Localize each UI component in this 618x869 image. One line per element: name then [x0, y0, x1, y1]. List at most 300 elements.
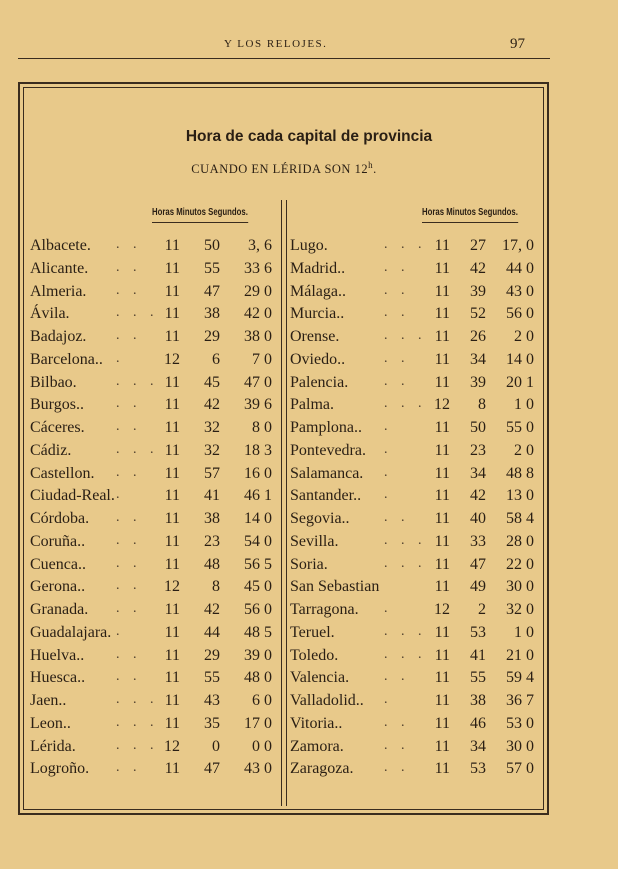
province-name: Pamplona.. — [290, 419, 362, 436]
table-row — [290, 442, 540, 465]
table-subtitle — [0, 160, 568, 177]
hours-value: 12 — [164, 350, 180, 368]
table-row — [30, 260, 280, 283]
table-row — [290, 647, 540, 670]
table-row — [290, 601, 540, 624]
subtitle-superscript: h — [368, 160, 374, 170]
minutes-value: 32 — [204, 419, 220, 436]
minutes-value: 38 — [204, 305, 220, 323]
province-name: Málaga.. — [290, 282, 346, 300]
seconds-value: 39 0 — [244, 646, 272, 664]
hours-value: 11 — [164, 441, 180, 459]
table-row — [30, 283, 280, 306]
right-province-list — [290, 237, 540, 783]
seconds-value: 0 0 — [252, 737, 272, 755]
table-row — [30, 442, 280, 465]
seconds-value: 57 0 — [506, 760, 534, 778]
table-row — [290, 396, 540, 419]
seconds-value: 8 0 — [252, 419, 272, 436]
table-row — [30, 419, 280, 442]
seconds-value: 13 0 — [506, 487, 534, 505]
leader-dots: . . — [116, 510, 142, 525]
seconds-value: 18 3 — [244, 441, 272, 459]
seconds-value: 30 0 — [506, 578, 534, 596]
minutes-value: 27 — [470, 237, 486, 254]
seconds-value: 33 6 — [244, 259, 272, 277]
hours-value: 11 — [434, 259, 450, 277]
leader-dots: . — [116, 350, 125, 366]
hours-value: 11 — [434, 646, 450, 664]
seconds-value: 54 0 — [244, 532, 272, 550]
province-name: Lérida. — [30, 737, 76, 755]
leader-dots: . . — [116, 555, 142, 571]
minutes-value: 57 — [204, 464, 220, 482]
seconds-value: 3, 6 — [248, 237, 272, 254]
minutes-value: 50 — [470, 419, 486, 436]
leader-dots: . . — [116, 237, 142, 252]
seconds-value: 21 0 — [506, 646, 534, 664]
table-row — [30, 510, 280, 533]
table-row — [30, 328, 280, 351]
table-row — [290, 578, 540, 601]
province-name: Oviedo.. — [290, 350, 346, 368]
province-name: Ciudad-Real. — [30, 487, 115, 505]
province-name: Gerona.. — [30, 578, 86, 596]
province-name: San Sebastian — [290, 578, 380, 596]
province-name: Logroño. — [30, 760, 90, 778]
leader-dots: . . — [116, 396, 142, 412]
province-name: Vitoria.. — [290, 714, 343, 732]
hours-value: 11 — [434, 760, 450, 778]
seconds-value: 7 0 — [252, 350, 272, 368]
province-name: Almeria. — [30, 282, 87, 300]
province-name: Castellon. — [30, 464, 95, 482]
hours-value: 11 — [164, 259, 180, 277]
hours-value: 11 — [434, 419, 450, 436]
table-row — [30, 396, 280, 419]
minutes-value: 43 — [204, 692, 220, 709]
table-row — [290, 692, 540, 715]
hours-value: 11 — [434, 578, 450, 596]
leader-dots: . . — [116, 532, 142, 548]
left-province-list — [30, 237, 280, 783]
seconds-value: 43 0 — [244, 760, 272, 778]
hours-value: 11 — [434, 305, 450, 323]
province-name: Zamora. — [290, 737, 344, 755]
seconds-value: 56 0 — [244, 601, 272, 618]
hours-value: 11 — [434, 532, 450, 550]
seconds-value: 16 0 — [244, 464, 272, 482]
hours-value: 11 — [164, 532, 180, 550]
table-row — [290, 260, 540, 283]
seconds-value: 39 6 — [244, 396, 272, 414]
leader-dots: . — [384, 601, 393, 616]
hours-value: 11 — [164, 282, 180, 300]
header-rule — [18, 58, 550, 59]
minutes-value: 47 — [204, 760, 220, 778]
subtitle-text: CUANDO EN LÉRIDA SON 12 — [191, 162, 369, 177]
table-row — [290, 510, 540, 533]
minutes-value: 41 — [470, 646, 486, 664]
province-name: Valencia. — [290, 669, 350, 687]
province-name: Cáceres. — [30, 419, 85, 436]
seconds-value: 14 0 — [506, 350, 534, 368]
page-number: 97 — [510, 36, 525, 52]
leader-dots: . . . — [384, 623, 427, 639]
minutes-value: 47 — [470, 555, 486, 573]
province-name: Cádiz. — [30, 441, 72, 459]
leader-dots: . . . — [384, 396, 427, 412]
minutes-value: 8 — [478, 396, 486, 414]
table-row — [30, 647, 280, 670]
hours-value: 12 — [434, 396, 450, 414]
hours-value: 12 — [434, 601, 450, 618]
province-name: Badajoz. — [30, 328, 87, 345]
province-name: Lugo. — [290, 237, 328, 254]
minutes-value: 39 — [470, 282, 486, 300]
hours-value: 11 — [164, 760, 180, 778]
minutes-value: 2 — [478, 601, 486, 618]
minutes-value: 35 — [204, 714, 220, 732]
seconds-value: 45 0 — [244, 578, 272, 596]
hours-value: 11 — [164, 464, 180, 482]
province-name: Segovia.. — [290, 510, 350, 527]
leader-dots: . — [384, 441, 393, 457]
table-row — [290, 487, 540, 510]
hours-value: 11 — [164, 373, 180, 391]
minutes-value: 53 — [470, 760, 486, 778]
leader-dots: . . . — [384, 328, 427, 343]
hours-value: 11 — [434, 328, 450, 345]
leader-dots: . . . — [384, 532, 427, 548]
province-name: Palencia. — [290, 373, 349, 391]
leader-dots: . . . — [116, 305, 159, 321]
subtitle-end: . — [373, 162, 377, 177]
province-name: Valladolid.. — [290, 692, 364, 709]
table-row — [290, 305, 540, 328]
hours-value: 11 — [164, 646, 180, 664]
minutes-value: 39 — [470, 373, 486, 391]
table-row — [30, 578, 280, 601]
leader-dots: . — [116, 623, 125, 639]
leader-dots: . . . — [116, 441, 159, 457]
province-name: Bilbao. — [30, 373, 77, 391]
seconds-value: 29 0 — [244, 282, 272, 300]
seconds-value: 56 0 — [506, 305, 534, 323]
table-row — [30, 738, 280, 761]
province-name: Pontevedra. — [290, 441, 366, 459]
province-name: Cuenca.. — [30, 555, 86, 573]
hours-value: 11 — [434, 487, 450, 505]
seconds-value: 32 0 — [506, 601, 534, 618]
table-row — [30, 465, 280, 488]
leader-dots: . . — [384, 510, 410, 525]
minutes-value: 55 — [470, 669, 486, 687]
leader-dots: . . — [116, 601, 142, 616]
hours-value: 11 — [434, 464, 450, 482]
minutes-value: 38 — [470, 692, 486, 709]
leader-dots: . . — [384, 760, 410, 776]
minutes-value: 34 — [470, 464, 486, 482]
seconds-value: 1 0 — [514, 396, 534, 414]
minutes-value: 23 — [204, 532, 220, 550]
seconds-value: 42 0 — [244, 305, 272, 323]
minutes-value: 53 — [470, 623, 486, 641]
minutes-value: 32 — [204, 441, 220, 459]
leader-dots: . — [384, 692, 393, 707]
minutes-value: 29 — [204, 646, 220, 664]
province-name: Córdoba. — [30, 510, 90, 527]
province-name: Toledo. — [290, 646, 339, 664]
province-name: Salamanca. — [290, 464, 364, 482]
minutes-value: 55 — [204, 669, 220, 687]
leader-dots: . . — [116, 328, 142, 343]
seconds-value: 48 5 — [244, 623, 272, 641]
province-name: Zaragoza. — [290, 760, 354, 778]
header-seconds: Segundos. — [478, 206, 518, 218]
table-row — [30, 351, 280, 374]
province-name: Burgos.. — [30, 396, 84, 414]
table-row — [30, 624, 280, 647]
hours-value: 11 — [164, 714, 180, 732]
table-row — [30, 305, 280, 328]
table-row — [30, 237, 280, 260]
seconds-value: 1 0 — [514, 623, 534, 641]
table-row — [30, 487, 280, 510]
hours-value: 12 — [164, 737, 180, 755]
table-row — [30, 374, 280, 397]
left-column-headers — [152, 206, 248, 223]
leader-dots: . . — [384, 282, 410, 298]
seconds-value: 47 0 — [244, 373, 272, 391]
hours-value: 11 — [164, 555, 180, 573]
right-column-headers — [422, 206, 518, 223]
seconds-value: 43 0 — [506, 282, 534, 300]
leader-dots: . . — [384, 669, 410, 685]
table-row — [290, 351, 540, 374]
hours-value: 11 — [434, 441, 450, 459]
table-row — [290, 669, 540, 692]
minutes-value: 45 — [204, 373, 220, 391]
province-name: Guadalajara. — [30, 623, 112, 641]
seconds-value: 14 0 — [244, 510, 272, 527]
table-row — [30, 556, 280, 579]
leader-dots: . . — [116, 669, 142, 685]
table-row — [30, 601, 280, 624]
hours-value: 12 — [164, 578, 180, 596]
seconds-value: 44 0 — [506, 259, 534, 277]
minutes-value: 48 — [204, 555, 220, 573]
hours-value: 11 — [434, 510, 450, 527]
province-name: Madrid.. — [290, 259, 346, 277]
minutes-value: 42 — [204, 601, 220, 618]
table-row — [30, 715, 280, 738]
seconds-value: 6 0 — [252, 692, 272, 709]
province-name: Teruel. — [290, 623, 335, 641]
table-row — [290, 419, 540, 442]
leader-dots: . . . — [384, 646, 427, 662]
table-row — [290, 556, 540, 579]
running-head — [0, 36, 618, 56]
hours-value: 11 — [434, 714, 450, 732]
province-name: Santander.. — [290, 487, 362, 505]
minutes-value: 23 — [470, 441, 486, 459]
table-row — [290, 328, 540, 351]
seconds-value: 36 7 — [506, 692, 534, 709]
minutes-value: 44 — [204, 623, 220, 641]
seconds-value: 17 0 — [244, 714, 272, 732]
minutes-value: 42 — [470, 259, 486, 277]
hours-value: 11 — [434, 373, 450, 391]
leader-dots: . . . — [116, 373, 159, 389]
minutes-value: 41 — [204, 487, 220, 505]
table-row — [30, 692, 280, 715]
table-row — [290, 237, 540, 260]
leader-dots: . . . — [384, 237, 427, 252]
province-name: Huesca.. — [30, 669, 86, 687]
seconds-value: 28 0 — [506, 532, 534, 550]
minutes-value: 42 — [470, 487, 486, 505]
leader-dots: . . . — [116, 714, 159, 730]
hours-value: 11 — [164, 396, 180, 414]
minutes-value: 0 — [212, 737, 220, 755]
hours-value: 11 — [434, 237, 450, 254]
minutes-value: 47 — [204, 282, 220, 300]
leader-dots: . — [384, 487, 393, 503]
seconds-value: 56 5 — [244, 555, 272, 573]
hours-value: 11 — [164, 487, 180, 505]
province-name: Orense. — [290, 328, 340, 345]
header-seconds: Segundos. — [208, 206, 248, 218]
leader-dots: . . — [384, 305, 410, 321]
leader-dots: . . — [116, 282, 142, 298]
seconds-value: 30 0 — [506, 737, 534, 755]
table-title: Hora de cada capital de provincia — [185, 128, 433, 145]
column-divider — [281, 200, 287, 806]
table-row — [30, 760, 280, 783]
seconds-value: 22 0 — [506, 555, 534, 573]
header-hours: Horas — [422, 206, 445, 218]
hours-value: 11 — [434, 555, 450, 573]
seconds-value: 48 0 — [244, 669, 272, 687]
province-name: Leon.. — [30, 714, 71, 732]
leader-dots: . . — [116, 464, 142, 480]
table-row — [290, 533, 540, 556]
hours-value: 11 — [434, 350, 450, 368]
leader-dots: . . . — [116, 692, 159, 707]
minutes-value: 34 — [470, 350, 486, 368]
minutes-value: 29 — [204, 328, 220, 345]
province-name: Granada. — [30, 601, 89, 618]
minutes-value: 33 — [470, 532, 486, 550]
minutes-value: 42 — [204, 396, 220, 414]
hours-value: 11 — [164, 328, 180, 345]
province-name: Alicante. — [30, 259, 89, 277]
hours-value: 11 — [164, 419, 180, 436]
minutes-value: 38 — [204, 510, 220, 527]
hours-value: 11 — [164, 601, 180, 618]
leader-dots: . . — [384, 350, 410, 366]
province-name: Albacete. — [30, 237, 91, 254]
province-name: Palma. — [290, 396, 334, 414]
province-name: Murcia.. — [290, 305, 345, 323]
leader-dots: . . . — [384, 555, 427, 571]
minutes-value: 52 — [470, 305, 486, 323]
leader-dots: . . — [384, 259, 410, 275]
leader-dots: . — [384, 419, 393, 434]
leader-dots: . . — [384, 714, 410, 730]
seconds-value: 58 4 — [506, 510, 534, 527]
minutes-value: 50 — [204, 237, 220, 254]
header-hours: Horas — [152, 206, 175, 218]
table-row — [290, 465, 540, 488]
running-title: Y LOS RELOJES. — [224, 38, 328, 50]
header-minutes: Minutos — [176, 206, 206, 218]
table-row — [30, 669, 280, 692]
minutes-value: 49 — [470, 578, 486, 596]
province-name: Barcelona.. — [30, 350, 103, 368]
hours-value: 11 — [164, 623, 180, 641]
seconds-value: 46 1 — [244, 487, 272, 505]
leader-dots: . . — [384, 737, 410, 753]
table-row — [30, 533, 280, 556]
seconds-value: 53 0 — [506, 714, 534, 732]
table-row — [290, 760, 540, 783]
province-name: Tarragona. — [290, 601, 359, 618]
minutes-value: 8 — [212, 578, 220, 596]
seconds-value: 20 1 — [506, 373, 534, 391]
hours-value: 11 — [434, 737, 450, 755]
minutes-value: 46 — [470, 714, 486, 732]
province-name: Ávila. — [30, 305, 70, 323]
seconds-value: 55 0 — [506, 419, 534, 436]
hours-value: 11 — [164, 669, 180, 687]
table-row — [290, 624, 540, 647]
leader-dots: . . — [384, 373, 410, 389]
minutes-value: 34 — [470, 737, 486, 755]
minutes-value: 26 — [470, 328, 486, 345]
table-row — [290, 374, 540, 397]
minutes-value: 6 — [212, 350, 220, 368]
leader-dots: . — [116, 487, 125, 503]
province-name: Jaen.. — [30, 692, 67, 709]
hours-value: 11 — [434, 623, 450, 641]
seconds-value: 48 8 — [506, 464, 534, 482]
table-row — [290, 715, 540, 738]
leader-dots: . . — [116, 578, 142, 594]
leader-dots: . . — [116, 259, 142, 275]
leader-dots: . — [384, 464, 393, 480]
minutes-value: 40 — [470, 510, 486, 527]
hours-value: 11 — [434, 692, 450, 709]
seconds-value: 59 4 — [506, 669, 534, 687]
table-row — [290, 283, 540, 306]
leader-dots: . . — [116, 760, 142, 776]
seconds-value: 2 0 — [514, 441, 534, 459]
minutes-value: 55 — [204, 259, 220, 277]
seconds-value: 38 0 — [244, 328, 272, 345]
hours-value: 11 — [164, 237, 180, 254]
province-name: Soria. — [290, 555, 328, 573]
hours-value: 11 — [164, 510, 180, 527]
province-name: Huelva.. — [30, 646, 85, 664]
hours-value: 11 — [434, 282, 450, 300]
leader-dots: . . — [116, 419, 142, 434]
seconds-value: 2 0 — [514, 328, 534, 345]
header-minutes: Minutos — [446, 206, 476, 218]
table-row — [290, 738, 540, 761]
leader-dots: . . — [116, 646, 142, 662]
